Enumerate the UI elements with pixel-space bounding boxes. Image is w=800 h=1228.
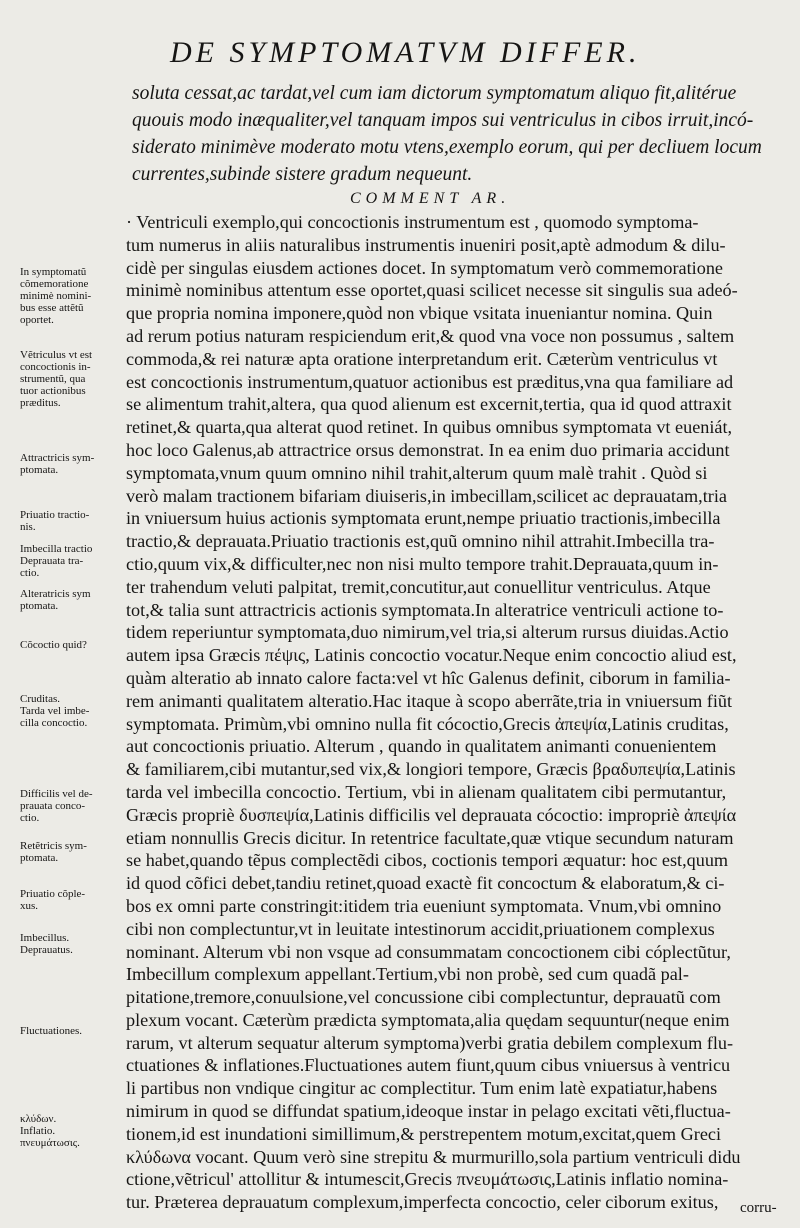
margin-note-line: ctio.: [20, 812, 40, 824]
body-line: se habet,quando tẽpus complectẽdi cibos, coctionis tempori æquatur: hoc est,quum: [126, 850, 729, 871]
body-line: ad rerum potius naturam respiciendum erit,& quod vna voce non possumus , saltem: [126, 325, 735, 346]
margin-note-line: prauata conco-: [20, 800, 86, 812]
body-line: Imbecillum complexum appellant.Tertium,vbi non probè, sed cum quadã pal-: [126, 964, 689, 985]
body-line: ctuationes & inflationes.Fluctuationes autem fiunt,quum cibus vniuersus à ventricu: [126, 1055, 731, 1076]
body-line: symptomata,vnum quum omnino nihil trahit,alterum quum malè trahit . Quòd si: [126, 462, 708, 483]
margin-note-line: Fluctuationes.: [20, 1025, 83, 1037]
margin-note-line: Alteratricis sym: [20, 588, 91, 600]
margin-note: [20, 543, 122, 579]
margin-note-line: Imbecillus.: [20, 932, 70, 944]
margin-note-line: Cõcoctio quid?: [20, 639, 87, 651]
margin-note-line: Deprauatus.: [20, 944, 73, 956]
body-line: retinet,& quarta,qua alterat quod retinet. In quibus omnibus symptomata vt eueniát,: [126, 417, 733, 438]
body-line: commoda,& rei naturæ apta oratione interpretandum erit. Cæterùm ventriculus vt: [126, 348, 718, 369]
margin-note-line: tuor actionibus: [20, 385, 86, 397]
body-line: rem animanti qualitatem alteratio.Hac itaque à scopo aberrãte,tria in vniuersum fiũt: [126, 690, 733, 711]
margin-note-line: strumentũ, qua: [20, 373, 86, 385]
margin-note-line: In symptomatũ: [20, 266, 87, 278]
margin-note-line: præditus.: [20, 397, 61, 409]
margin-note-line: xus.: [20, 900, 39, 912]
body-line: autem ipsa Græcis πέψις, Latinis concoctio vocatur.Neque enim concoctio aliud est,: [126, 645, 737, 666]
margin-note-line: nis.: [20, 521, 36, 533]
body-line: hoc loco Galenus,ab attractrice orsus demonstrat. In ea enim duo primaria accidunt: [126, 439, 730, 460]
body-line: nimirum in quod se diffundat spatium,ideoque instar in pelago excitati vẽti,fluctua-: [126, 1101, 731, 1122]
margin-note-line: Priuatio cõple-: [20, 888, 86, 900]
margin-note: [20, 932, 122, 956]
margin-note-line: Cruditas.: [20, 693, 61, 705]
body-line: etiam nonnullis Grecis dicitur. In retentrice facultate,quæ vtique secundum naturam: [126, 827, 734, 848]
margin-note: [20, 888, 122, 912]
margin-note-line: cilla concoctio.: [20, 717, 88, 729]
body-line: ter trahendum veluti palpitat, tremit,concutitur,aut conuellitur ventriculus. Atque: [126, 576, 711, 597]
margin-note-line: Inflatio.: [20, 1125, 56, 1137]
margin-note: [20, 452, 122, 476]
margin-note-line: cõmemoratione: [20, 278, 89, 290]
body-line: verò malam tractionem bifariam diuiseris,in imbecillam,scilicet ac deprauatam,tria: [126, 485, 727, 506]
body-line: que propria nomina imponere,quòd non vbique vsitata inueniantur nomina. Quin: [126, 303, 713, 324]
body-line: tur. Præterea deprauatum complexum,imperfecta concoctio, celer ciborum exitus,: [126, 1192, 719, 1213]
margin-note: [20, 788, 122, 824]
italic-line: currentes,subinde sistere gradum nequeunt.: [132, 164, 473, 185]
body-line: tot,& talia sunt attractricis actionis symptomata.In alteratrice ventriculi actione to-: [126, 599, 724, 620]
body-line: rarum, vt alterum sequatur alterum symptoma)verbi gratia debilem complexum flu-: [126, 1032, 734, 1053]
commentary-body: [126, 211, 786, 1214]
body-line: quàm alteratio ab innato calore facta:vel vt hîc Galenus definit, ciborum in familia-: [126, 667, 731, 688]
margin-note-line: ptomata.: [20, 852, 59, 864]
margin-note-line: minimè nomini-: [20, 290, 92, 302]
body-line: aut concoctionis priuatio. Alterum , quando in qualitatem animanti conuenientem: [126, 736, 717, 757]
comment-heading: COMMENT AR.: [350, 190, 511, 207]
body-line: symptomata. Primùm,vbi omnino nulla fit cócoctio,Grecis ἀπεψία,Latinis cruditas,: [126, 713, 729, 734]
margin-note-line: ctio.: [20, 567, 40, 579]
margin-note-line: κλύδων.: [20, 1113, 57, 1125]
margin-note-line: Imbecilla tractio: [20, 543, 93, 555]
margin-note-line: concoctionis in-: [20, 361, 91, 373]
body-line: ctio,quum vix,& difficulter,nec non nisi multo tempore trahit.Deprauata,quum in-: [126, 553, 719, 574]
margin-note-line: ptomata.: [20, 464, 59, 476]
italic-line: soluta cessat,ac tardat,vel cum iam dictorum symptomatum aliquo fit,alitérue: [132, 83, 737, 104]
margin-note: [20, 1025, 122, 1037]
margin-note: [20, 1113, 122, 1149]
body-line: li partibus non vndique cingitur ac complectitur. Tum enim latè expatiatur,habens: [126, 1078, 718, 1099]
margin-note: [20, 349, 122, 409]
body-line: minimè nominibus attentum esse oportet,quasi scilicet necesse sit singulis sua adeó-: [126, 280, 738, 301]
body-line: pitatione,tremore,conuulsione,vel concussione cibi complectuntur, deprauatũ com: [126, 987, 721, 1008]
body-line: tarda vel imbecilla concoctio. Tertium, vbi in alienam qualitatem cibi permutantur,: [126, 781, 727, 802]
margin-note: [20, 693, 122, 729]
margin-note-line: Tarda vel imbe-: [20, 705, 90, 717]
body-line: tionem,id est inundationi simillimum,& perstrepentem motum,excitat,quem Greci: [126, 1123, 722, 1144]
body-line: in vniuersum huius actionis symptomata erunt,nempe priuatio tractionis,imbecilla: [126, 508, 721, 529]
margin-note-line: Vẽtriculus vt est: [20, 349, 93, 361]
body-line: tractio,& deprauata.Priuatio tractionis est,quũ omnino nihil attrahit.Imbecilla tra-: [126, 531, 715, 552]
margin-note-line: Difficilis vel de-: [20, 788, 93, 800]
margin-note-line: Priuatio tractio-: [20, 509, 90, 521]
body-line: · Ventriculi exemplo,qui concoctionis instrumentum est , quomodo symptoma-: [126, 212, 699, 232]
margin-note: [20, 639, 122, 651]
body-line: est concoctionis instrumentum,quatuor actionibus est præditus,vna qua familiare ad: [126, 371, 734, 392]
margin-note-line: πνευμάτωσις.: [20, 1137, 80, 1149]
body-line: tum numerus in aliis naturalibus instrumentis inueniri posit,aptè admodum & dilu-: [126, 234, 726, 255]
margin-note-line: Attractricis sym-: [20, 452, 95, 464]
body-line: bos ex omni parte constringit:itidem tria eueniunt symptomata. Vnum,vbi omnino: [126, 895, 722, 916]
margin-note-line: oportet.: [20, 314, 54, 326]
italic-line: quouis modo inæqualiter,vel tanquam impos sui ventriculus in cibos irruit,incó-: [132, 110, 754, 131]
body-line: plexum vocant. Cæterùm prædicta symptomata,alia quędam sequuntur(neque enim: [126, 1009, 730, 1030]
body-line: Græcis propriè δυσπεψία,Latinis difficilis vel deprauata cócoctio: impropriè ἀπεψία: [126, 804, 737, 825]
margin-note: [20, 840, 122, 864]
margin-note-line: ptomata.: [20, 600, 59, 612]
italic-line: siderato minimève moderato motu vtens,exemplo eorum, qui per decliuem locum: [132, 137, 762, 158]
body-line: id quod cõfici debet,tandiu retinet,quoad exactè fit concoctum & elaboratum,& ci-: [126, 873, 725, 894]
margin-note: [20, 266, 122, 326]
body-line: & familiarem,cibi mutantur,sed vix,& longiori tempore, Græcis βραδυπεψία,Latinis: [126, 759, 736, 780]
running-head: DE SYMPTOMATVM DIFFER.: [170, 36, 641, 69]
margin-note-line: Retẽtricis sym-: [20, 840, 87, 852]
margin-note-line: Deprauata tra-: [20, 555, 84, 567]
body-line: cibi non complectuntur,vt in leuitate intestinorum accidit,priuationem complexus: [126, 918, 715, 939]
margin-note-line: bus esse attẽtũ: [20, 302, 84, 314]
italic-text-block: [132, 80, 782, 188]
margin-note: [20, 509, 122, 533]
body-line: tidem reperiuntur symptomata,duo nimirum,vel tria,si alterum rursus diuidas.Actio: [126, 622, 729, 643]
catchword: corru-: [740, 1200, 777, 1216]
body-line: ctione,vẽtricul' attollitur & intumescit,Grecis πνευμάτωσις,Latinis inflatio nomina-: [126, 1169, 729, 1190]
margin-note: [20, 588, 122, 612]
body-line: cidè per singulas eiusdem actiones docet. In symptomatum verò commemoratione: [126, 257, 723, 278]
body-line: nominant. Alterum vbi non vsque ad consummatam concoctionem cibi cóplectũtur,: [126, 941, 731, 962]
body-line: κλύδωνα vocant. Quum verò sine strepitu & murmurillo,sola partium ventriculi didu: [126, 1146, 741, 1167]
body-line: se alimentum trahit,altera, qua quod alienum est excernit,tertia, qua id quod attraxit: [126, 394, 732, 415]
